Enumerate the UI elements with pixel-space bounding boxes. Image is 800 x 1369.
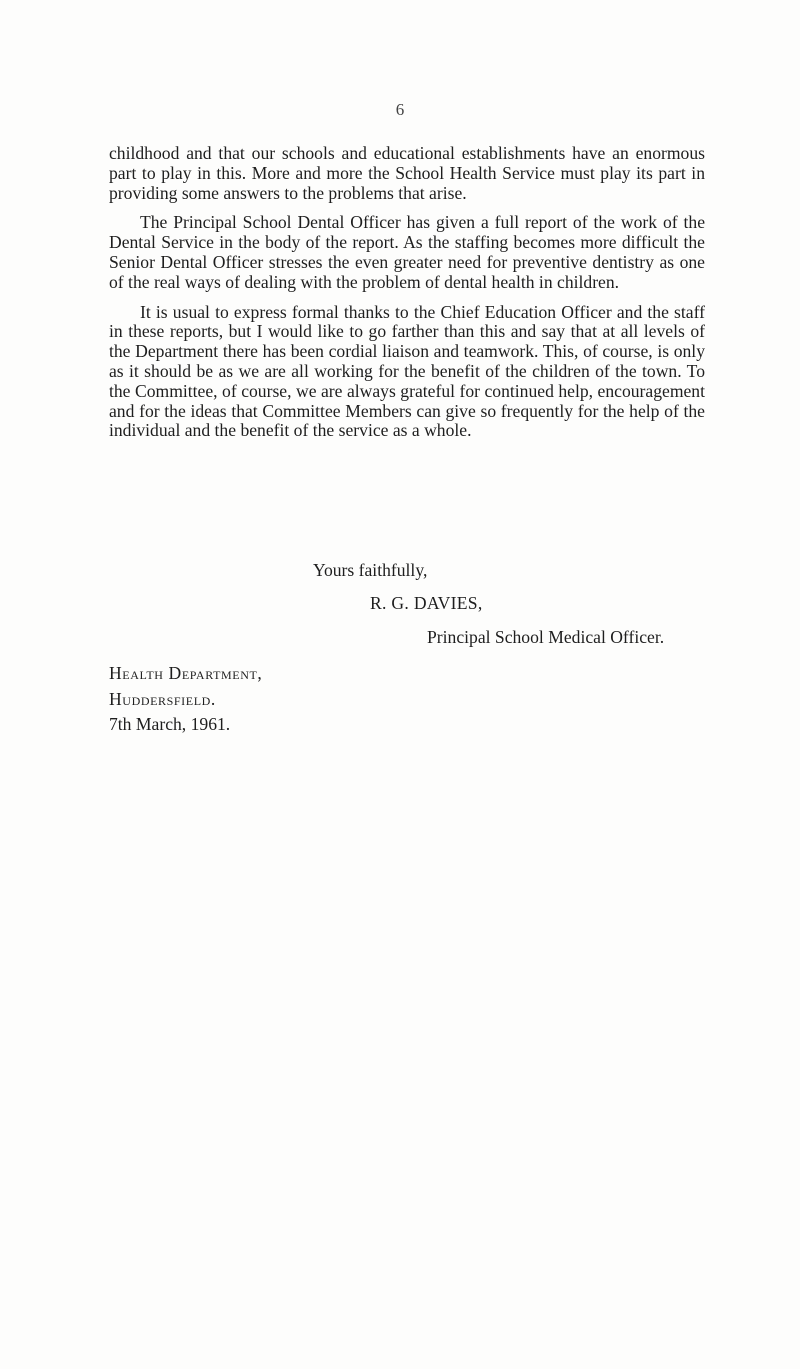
paragraph-continuation: childhood and that our schools and educational establishments have an enormous part to play in this. More and more the School Health Service must play its part in providing some answers to the problems that arise. xyxy=(109,143,705,203)
address-block xyxy=(109,661,262,738)
page-number: 6 xyxy=(395,100,405,119)
letter-date: 7th March, 1961. xyxy=(109,714,231,734)
letter-body xyxy=(109,144,705,451)
address-town: Huddersfield. xyxy=(109,688,216,709)
closing-salutation: Yours faithfully, xyxy=(313,560,428,580)
address-department: Health Department, xyxy=(109,663,263,683)
signer-name: R. G. DAVIES, xyxy=(370,593,483,613)
paragraph-dental-service: The Principal School Dental Officer has given a full report of the work of the Dental Service in the body of the report. As the staffing becomes more difficult the Senior Dental Officer stresses the even greater need for preventive dentistry as one of the real ways of dealing with the problem of dental health in children. xyxy=(109,212,705,292)
paragraph-thanks: It is usual to express formal thanks to the Chief Education Officer and the staff in these reports, but I would like to go farther than this and say that at all levels of the Department there has been cordial liaison and teamwork. This, of course, is only as it should be as we are all working for the benefit of the children of the town. To the Committee, of course, we are always grateful for continued help, encouragement and for the ideas that Committee Members can give so frequently for the help of the individual and the benefit of the service as a whole. xyxy=(109,301,705,441)
signer-title: Principal School Medical Officer. xyxy=(427,627,665,647)
